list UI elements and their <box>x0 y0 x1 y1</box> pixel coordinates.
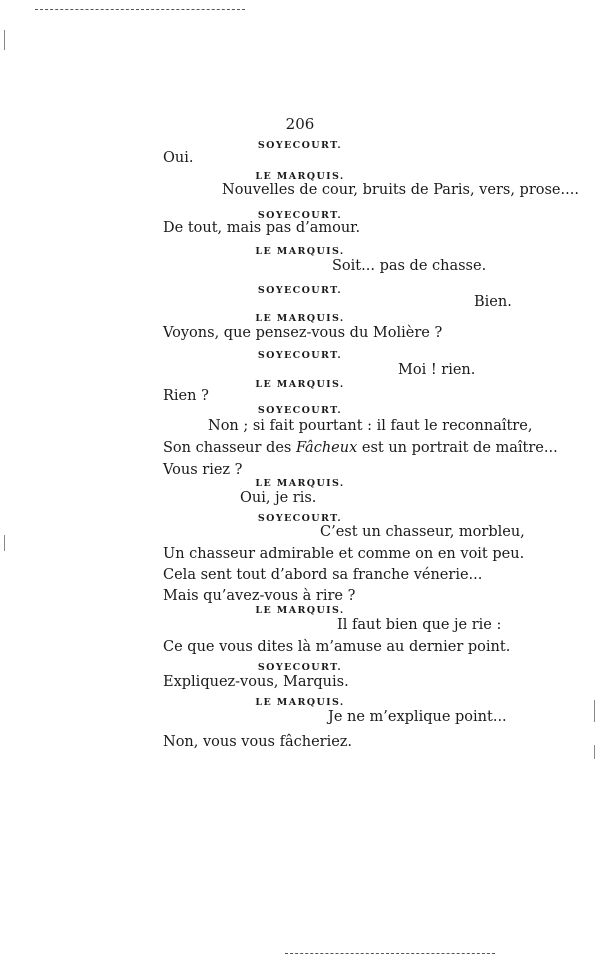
scan-edge-mark <box>594 745 595 759</box>
speaker-name: SOYECOURT. <box>257 662 343 673</box>
verse-line: Je ne m’explique point... <box>328 709 507 725</box>
speaker-name: SOYECOURT. <box>257 140 343 151</box>
speaker-name: LE MARQUIS. <box>255 478 345 489</box>
verse-line: Mais qu’avez-vous à rire ? <box>163 588 356 604</box>
verse-line: Un chasseur admirable et comme on en voit peu. <box>163 546 525 562</box>
verse-text: est un portrait de maître... <box>357 440 558 456</box>
scan-border-dashes-bottom <box>285 953 495 954</box>
speaker-name: SOYECOURT. <box>257 350 343 361</box>
verse-line: Ce que vous dites là m’amuse au dernier point. <box>163 639 511 655</box>
speaker-name: LE MARQUIS. <box>255 697 345 708</box>
verse-line: Il faut bien que je rie : <box>337 617 502 633</box>
speaker-name: LE MARQUIS. <box>255 605 345 616</box>
verse-line <box>163 440 558 456</box>
verse-line: Soit... pas de chasse. <box>332 258 487 274</box>
scan-edge-mark <box>4 30 5 50</box>
verse-text: Son chasseur des <box>163 440 296 456</box>
verse-line: Rien ? <box>163 388 209 404</box>
verse-line: Non, vous vous fâcheriez. <box>163 734 353 750</box>
verse-line: Bien. <box>474 294 512 310</box>
verse-line: Non ; si fait pourtant : il faut le reconnaître, <box>208 418 533 434</box>
speaker-name: SOYECOURT. <box>257 513 343 524</box>
speaker-name: LE MARQUIS. <box>255 313 345 324</box>
verse-line: Cela sent tout d’abord sa franche vénerie... <box>163 567 483 583</box>
verse-line: Oui, je ris. <box>240 490 317 506</box>
verse-line: Moi ! rien. <box>398 362 476 378</box>
speaker-name: SOYECOURT. <box>257 210 343 221</box>
speaker-name: LE MARQUIS. <box>255 171 345 182</box>
verse-line: Expliquez-vous, Marquis. <box>163 674 349 690</box>
speaker-name: SOYECOURT. <box>257 405 343 416</box>
verse-line: De tout, mais pas d’amour. <box>163 220 361 236</box>
scan-edge-mark <box>4 535 5 551</box>
speaker-name: SOYECOURT. <box>257 285 343 296</box>
verse-line: Voyons, que pensez-vous du Molière ? <box>163 325 443 341</box>
play-title: Fâcheux <box>295 440 358 456</box>
verse-line: Vous riez ? <box>163 462 243 478</box>
verse-line: C’est un chasseur, morbleu, <box>320 524 525 540</box>
page-number: 206 <box>285 115 315 133</box>
verse-line: Oui. <box>163 150 194 166</box>
scan-border-dashes-top <box>35 9 245 10</box>
verse-line: Nouvelles de cour, bruits de Paris, vers, prose.... <box>222 182 579 198</box>
speaker-name: LE MARQUIS. <box>255 379 345 390</box>
speaker-name: LE MARQUIS. <box>255 246 345 257</box>
